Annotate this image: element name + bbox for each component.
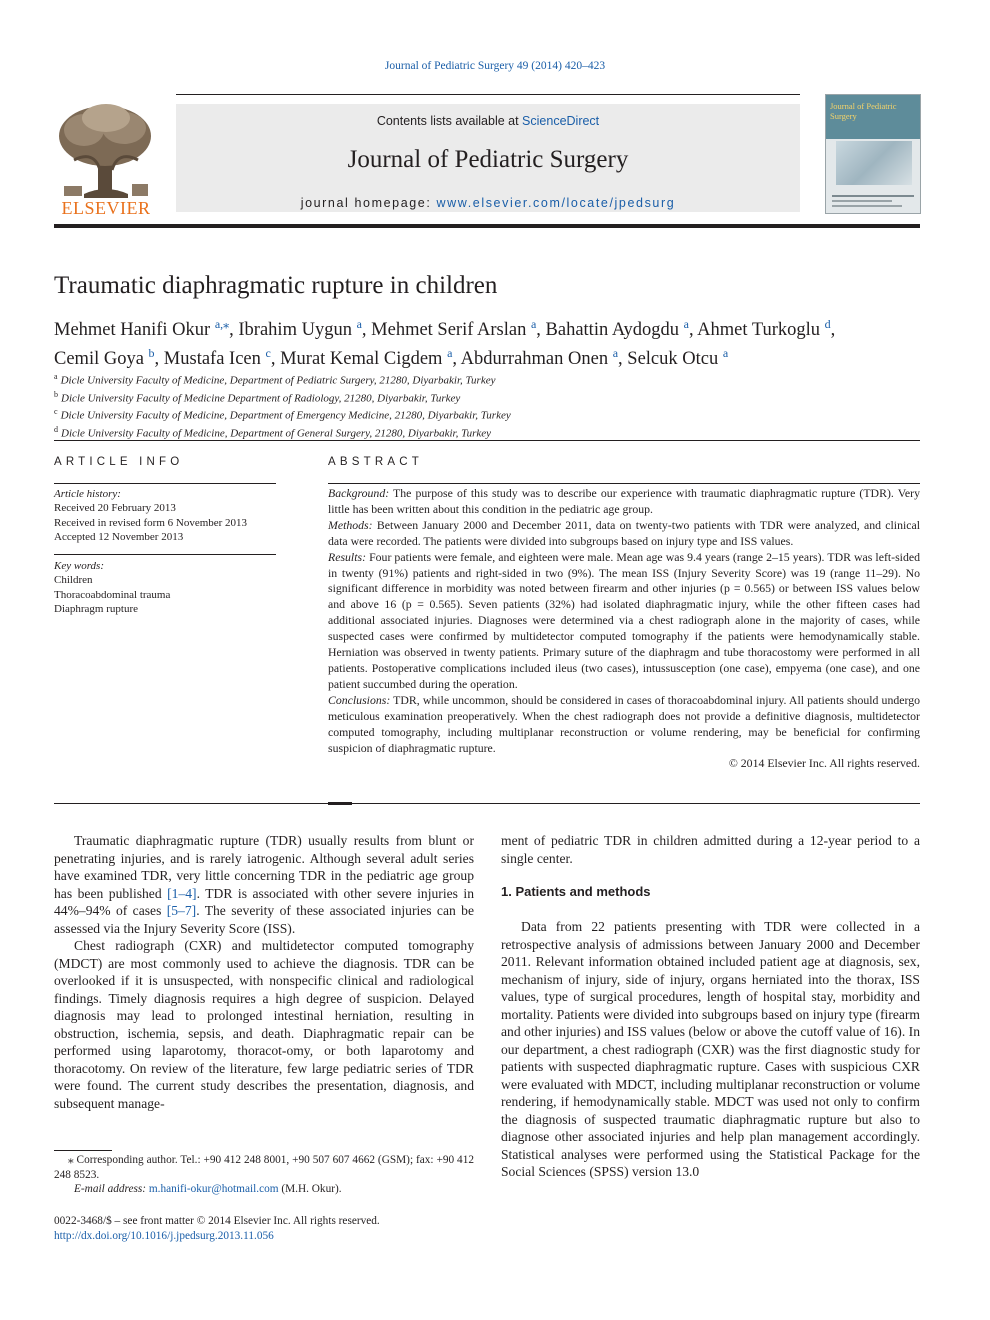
elsevier-logo[interactable] bbox=[54, 100, 158, 218]
abstract-background bbox=[328, 486, 920, 518]
contents-line bbox=[176, 114, 800, 128]
author-affiliation-marker[interactable]: b bbox=[148, 346, 155, 361]
email-suffix: (M.H. Okur). bbox=[278, 1183, 342, 1196]
affiliation-item bbox=[54, 405, 920, 423]
abstract-section-label: Results: bbox=[328, 549, 367, 564]
abstract-conclusions bbox=[328, 693, 920, 757]
abstract-body bbox=[328, 486, 920, 772]
abstract-bottom-rule bbox=[54, 803, 920, 804]
author-name[interactable]: Murat Kemal Cigdem bbox=[280, 349, 443, 370]
keywords bbox=[54, 559, 276, 617]
intro-paragraph-2: Chest radiograph (CXR) and multidetector computed tomography (MDCT) are most commonly used to achieve the diagnosis. TDR can be overlooked if it is unsuspected, with nonspecific clinical and radiological findings. Timely diagnosis requires a high degree of suspicion. Delayed diagnosis may lead to prolonged intestinal herniation, resulting in obstruction, ischemia, sepsis, and death. Diaphragmatic repair can be performed using laparotomy, thoracot-omy, or both laparotomy and thoracotomy. On review of the literature, few large pediatric series of TDR were found. The current study describes the presentation, diagnosis, and subsequent manage- bbox=[54, 938, 474, 1111]
abstract-section-text: The purpose of this study was to describe our experience with traumatic diaphragmatic rupture (TDR). Very little has been written about this condition in the pediatric age group. bbox=[328, 486, 920, 516]
author-name[interactable]: Mehmet Serif Arslan bbox=[371, 320, 527, 341]
affiliation-rule bbox=[54, 440, 920, 441]
section-heading: 1. Patients and methods bbox=[501, 884, 651, 899]
paragraph-text: Traumatic diaphragmatic rupture (TDR) usually results from blunt or penetrating injuries, and is rarely iatrogenic. Although several adult series have examined TDR, very little concerning TDR in the pediatric age group has been published bbox=[54, 833, 474, 901]
author-affiliation-marker[interactable]: a,⁎ bbox=[214, 317, 230, 331]
body-left-column bbox=[54, 832, 474, 1112]
body-right-column bbox=[501, 918, 920, 1181]
abstract-rule-tick bbox=[328, 802, 352, 805]
history-accepted: Accepted 12 November 2013 bbox=[54, 531, 184, 544]
author-name[interactable]: Ahmet Turkoglu bbox=[697, 320, 821, 341]
abstract-results bbox=[328, 550, 920, 693]
header-thick-rule bbox=[54, 224, 920, 228]
author-separator: , bbox=[688, 320, 698, 341]
affiliation-text: Dicle University Faculty of Medicine, Department of General Surgery, 21280, Diyarbakir, Turkey bbox=[61, 427, 492, 440]
author-separator: , bbox=[229, 320, 239, 341]
keyword-item: Diaphragm rupture bbox=[54, 603, 138, 616]
history-received: Received 20 February 2013 bbox=[54, 502, 176, 515]
author-affiliation-marker[interactable]: a bbox=[722, 346, 729, 361]
issn-text: 0022-3468/$ – see front matter © 2014 Elsevier Inc. All rights reserved. bbox=[54, 1215, 380, 1227]
journal-homepage bbox=[176, 196, 800, 210]
abstract-section-text: Four patients were female, and eighteen were male. Mean age was 9.4 years (range 2–15 years). TDR was left-sided in twenty (91%) patients and right-sided in two (9%). The mean ISS (Injury Severity Score) was 19 (range 11–29). No significant difference in morbidity was noted between firearm and other injuries (p = 0.565) or between ISS values below and above 16 (p = 0.565). Seven patients (32%) had isolated diaphragmatic injury, while the other fifteen cases had additional associated injuries. Diagnoses were determined via a chest radiograph alone in the majority of cases, while suspected cases were confirmed by multidetector computed tomography if the patients were hemodynamically stable. Herniation was observed in twenty patients. Primary suture of the diaphragm and tube thoracostomy were performed in all patients. Postoperative complications included ileus (two cases), intussusception (one case), empyema (one case), and one patient succumbed during the operation. bbox=[328, 549, 920, 691]
footnote-rule bbox=[54, 1150, 112, 1151]
cover-image bbox=[836, 141, 912, 185]
journal-name: Journal of Pediatric Surgery bbox=[347, 146, 629, 173]
affiliation-key: b bbox=[54, 389, 58, 399]
abstract-section-label: Background: bbox=[328, 486, 390, 500]
affiliation-item bbox=[54, 423, 920, 441]
author-name[interactable]: Mustafa Icen bbox=[163, 349, 261, 370]
corresponding-author-footnote bbox=[54, 1153, 474, 1197]
affiliation-text: Dicle University Faculty of Medicine, Department of Pediatric Surgery, 21280, Diyarbakir, Turkey bbox=[60, 374, 496, 387]
homepage-link[interactable]: www.elsevier.com/locate/jpedsurg bbox=[436, 196, 676, 210]
affiliation-item bbox=[54, 388, 920, 406]
affiliation-text: Dicle University Faculty of Medicine Department of Radiology, 21280, Diyarbakir, Turkey bbox=[61, 392, 461, 405]
intro-paragraph-1 bbox=[54, 832, 474, 937]
author-affiliation-marker[interactable]: a bbox=[447, 346, 453, 361]
contents-prefix: Contents lists available at bbox=[376, 114, 523, 128]
abstract-copyright: © 2014 Elsevier Inc. All rights reserved. bbox=[728, 756, 920, 771]
abstract-section-text: TDR, while uncommon, should be considered in cases of thoracoabdominal injury. All patients should undergo meticulous examination preoperatively. When the chest radiograph does not provide a definitive diagnosis, multidetector computed tomography, including multiplanar reconstruction or volume rendering, may be beneficial for confirming suspicion of diaphragmatic rupture. bbox=[328, 692, 920, 755]
header-band bbox=[176, 104, 800, 212]
author-affiliation-marker[interactable]: a bbox=[612, 346, 619, 361]
affiliation-key: c bbox=[54, 407, 58, 417]
issn-block bbox=[54, 1214, 494, 1243]
history-label: Article history: bbox=[54, 488, 121, 500]
keywords-rule bbox=[54, 554, 276, 555]
author-affiliation-marker[interactable]: a bbox=[530, 317, 537, 331]
reference-link[interactable]: [5–7] bbox=[166, 903, 197, 918]
email-label: E-mail address: bbox=[74, 1183, 149, 1196]
corresponding-author-text: ⁎ Corresponding author. Tel.: +90 412 248 8001, +90 507 607 4662 (GSM); fax: +90 412 248 8523. bbox=[54, 1154, 474, 1181]
abstract-section-text: Between January 2000 and December 2011, data on twenty-two patients with TDR were analyzed, and clinical data were recorded. The patients were divided into subgroups based on injury type and ISS values. bbox=[328, 517, 920, 548]
abstract-methods bbox=[328, 518, 920, 550]
journal-header bbox=[54, 94, 920, 220]
author-separator: , bbox=[618, 349, 628, 370]
sciencedirect-link[interactable]: ScienceDirect bbox=[522, 114, 600, 128]
paragraph-text: . TDR is associated with other severe injuries in 44%–94% of cases bbox=[54, 885, 474, 918]
author-separator: , bbox=[270, 349, 281, 370]
abstract-section-label: Methods: bbox=[328, 517, 373, 532]
reference-link[interactable]: [1–4] bbox=[167, 885, 197, 901]
author-affiliation-marker[interactable]: c bbox=[265, 346, 271, 361]
author-name[interactable]: Ibrahim Uygun bbox=[238, 320, 352, 341]
author-separator: , bbox=[536, 320, 546, 341]
article-info-rule bbox=[54, 483, 276, 484]
affiliation-text: Dicle University Faculty of Medicine, Department of Emergency Medicine, 21280, Diyarbakir, Turkey bbox=[60, 409, 511, 422]
article-history bbox=[54, 487, 276, 545]
author-name[interactable]: Mehmet Hanifi Okur bbox=[54, 320, 211, 341]
keyword-item: Thoracoabdominal trauma bbox=[54, 588, 171, 601]
history-revised: Received in revised form 6 November 2013 bbox=[54, 516, 248, 529]
body-right-column-top bbox=[501, 832, 920, 867]
journal-citation[interactable]: Journal of Pediatric Surgery 49 (2014) 420–423 bbox=[384, 60, 606, 72]
author-separator: , bbox=[452, 349, 461, 370]
abstract-heading: ABSTRACT bbox=[328, 456, 423, 468]
keyword-item: Children bbox=[54, 574, 93, 587]
author-name[interactable]: Selcuk Otcu bbox=[627, 349, 719, 370]
affiliation-list bbox=[54, 370, 920, 441]
author-name[interactable]: Abdurrahman Onen bbox=[460, 349, 609, 370]
author-affiliation-marker[interactable]: a bbox=[683, 317, 689, 331]
elsevier-wordmark: ELSEVIER bbox=[61, 198, 151, 218]
journal-cover[interactable] bbox=[825, 94, 921, 214]
email-line bbox=[54, 1182, 474, 1197]
email-link[interactable]: m.hanifi-okur@hotmail.com bbox=[148, 1183, 279, 1196]
methods-paragraph-1: Data from 22 patients presenting with TDR were collected in a retrospective analysis of admissions between January 2000 and December 2011. Relevant information obtained included patient age at diagnosis, sex, mechanism of injury, side of injury, organs herniated into the thorax, ISS values, type of surgical procedures, length of hospital stay, morbidity and mortality. Patients were divided into subgroups based on injury type (firearm and other injuries) and ISS values (below or above the cutoff value of 16). In our department, a chest radiograph (CXR) was the first diagnostic study for patients with suspected diaphragmatic rupture. Cases with suspicious CXR were evaluated with MDCT, including multiplanar reconstruction or volume rendering, if hemodynamically stable. MDCT was used not only to confirm the diagnosis of suspected traumatic diaphragmatic rupture but also to diagnose other associated injuries and help plan management accordingly. Statistical analyses were performed using the Statistical Package for the Social Sciences (SPSS) version 13.0 bbox=[501, 919, 920, 1179]
paragraph-text: . The severity of these associated injuries can be assessed via the Injury Severity Score (ISS). bbox=[54, 903, 474, 936]
author-separator: , bbox=[361, 320, 372, 341]
author-separator: , bbox=[154, 349, 164, 370]
abstract-section-label: Conclusions: bbox=[328, 692, 391, 707]
author-name[interactable]: Cemil Goya bbox=[54, 349, 144, 370]
header-divider bbox=[176, 94, 800, 95]
author-separator: , bbox=[830, 320, 836, 341]
author-affiliation-marker[interactable]: d bbox=[824, 317, 831, 331]
affiliation-key: d bbox=[54, 424, 58, 434]
article-title: Traumatic diaphragmatic rupture in children bbox=[54, 272, 498, 299]
homepage-label: journal homepage: bbox=[300, 196, 437, 210]
cover-title: Journal of Pediatric Surgery bbox=[830, 101, 897, 121]
author-affiliation-marker[interactable]: a bbox=[356, 317, 362, 331]
keywords-label: Key words: bbox=[54, 560, 105, 572]
intro-paragraph-continued: ment of pediatric TDR in children admitted during a 12-year period to a single center. bbox=[501, 833, 920, 866]
affiliation-key: a bbox=[54, 372, 58, 381]
author-name[interactable]: Bahattin Aydogdu bbox=[545, 320, 679, 341]
author-list bbox=[54, 313, 920, 371]
abstract-rule bbox=[328, 483, 920, 484]
article-info-heading: ARTICLE INFO bbox=[54, 456, 184, 468]
doi-link[interactable]: http://dx.doi.org/10.1016/j.jpedsurg.2013.11.056 bbox=[54, 1229, 274, 1242]
affiliation-item bbox=[54, 370, 920, 388]
cover-footer-graphic bbox=[826, 191, 920, 211]
